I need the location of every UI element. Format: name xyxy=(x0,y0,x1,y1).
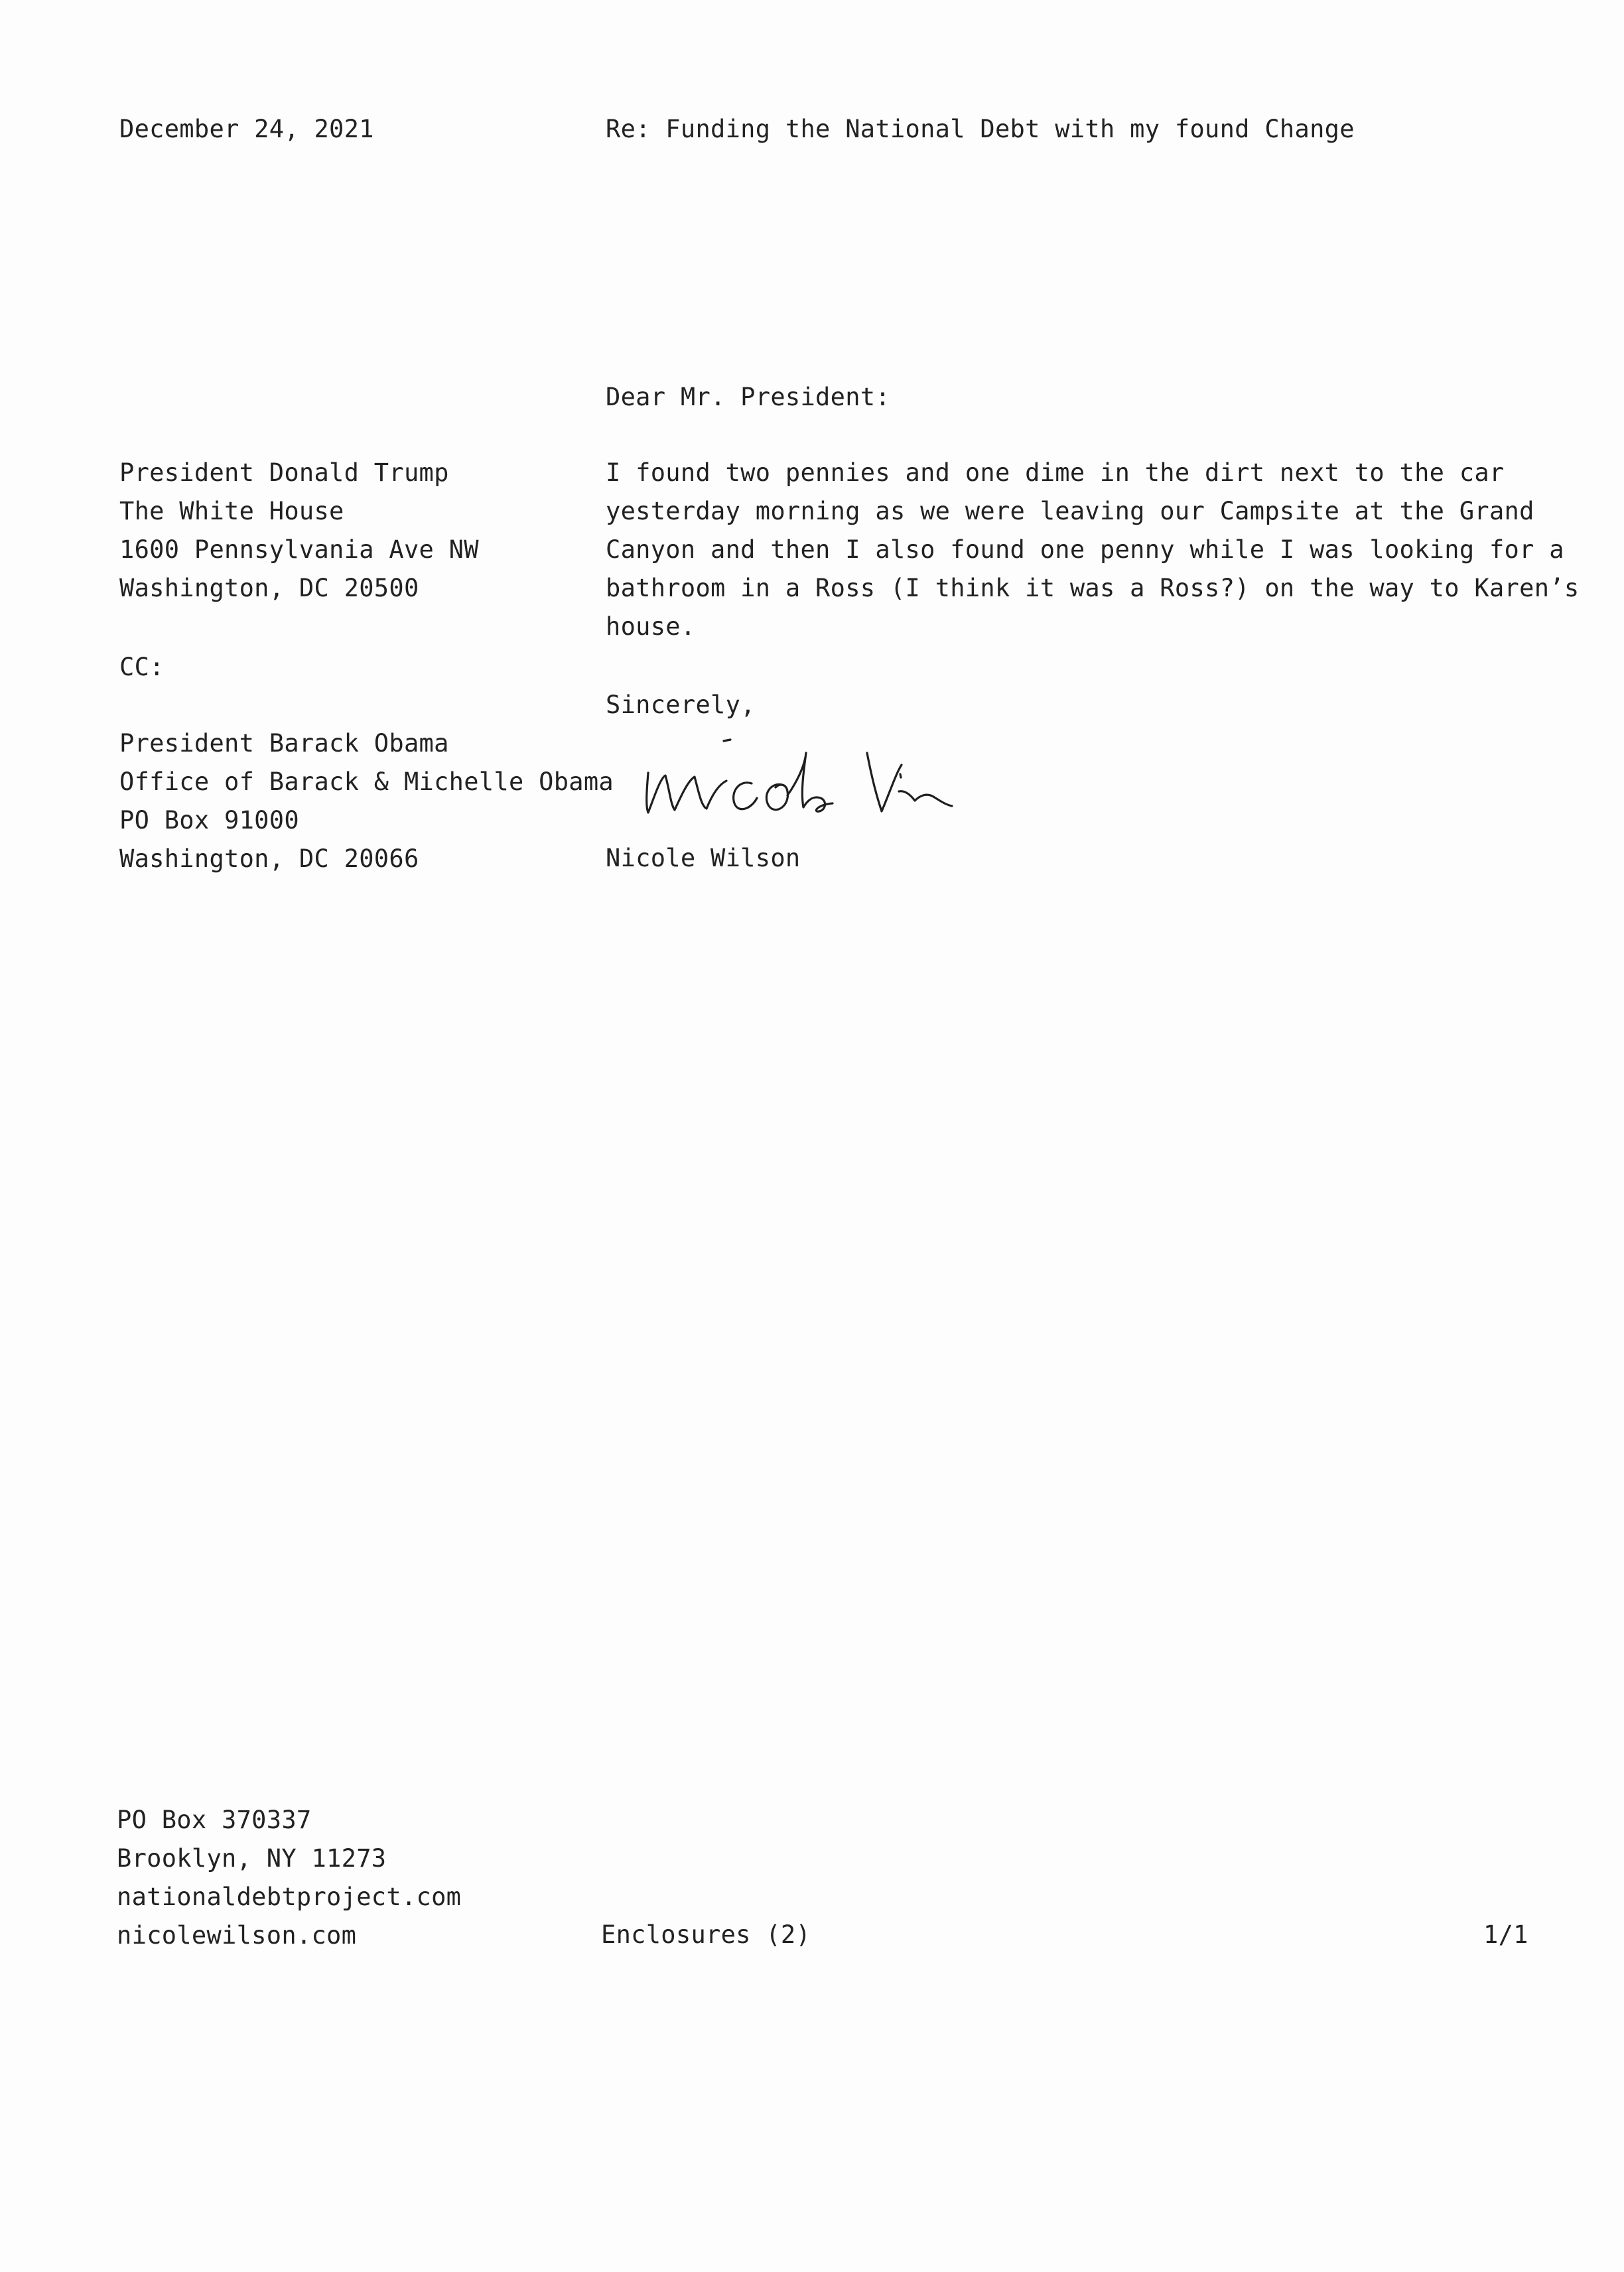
body-line: yesterday morning as we were leaving our Campsite at the Grand xyxy=(606,497,1534,525)
enclosures-note: Enclosures (2) xyxy=(601,1920,811,1949)
recipient-address-line: President Donald Trump xyxy=(119,458,449,487)
recipient-address-line: The White House xyxy=(119,497,344,525)
letter-date: December 24, 2021 xyxy=(119,115,374,143)
cc-recipient-address xyxy=(119,724,614,878)
letter-body xyxy=(606,454,1579,646)
cc-label: CC: xyxy=(119,653,165,681)
recipient-address-line: 1600 Pennsylvania Ave NW xyxy=(119,535,479,564)
cc-address-line: Office of Barack & Michelle Obama xyxy=(119,768,614,796)
letter-subject: Re: Funding the National Debt with my found Change xyxy=(606,115,1355,143)
signer-name: Nicole Wilson xyxy=(606,844,801,872)
recipient-address xyxy=(119,454,479,608)
cc-address-line: PO Box 91000 xyxy=(119,806,299,835)
cc-address-line: Washington, DC 20066 xyxy=(119,844,419,873)
return-address xyxy=(117,1801,461,1955)
recipient-address-line: Washington, DC 20500 xyxy=(119,574,419,602)
return-address-line: PO Box 370337 xyxy=(117,1806,312,1834)
page-number: 1/1 xyxy=(1483,1920,1528,1949)
handwritten-signature xyxy=(634,726,979,833)
body-line: I found two pennies and one dime in the dirt next to the car xyxy=(606,458,1505,487)
cc-address-line: President Barack Obama xyxy=(119,729,449,758)
website-link: nationaldebtproject.com xyxy=(117,1883,462,1911)
body-line: bathroom in a Ross (I think it was a Ross?) on the way to Karen’s xyxy=(606,574,1580,602)
return-address-line: Brooklyn, NY 11273 xyxy=(117,1844,387,1873)
closing: Sincerely, xyxy=(606,691,756,719)
body-line: Canyon and then I also found one penny while I was looking for a xyxy=(606,535,1564,564)
salutation: Dear Mr. President: xyxy=(606,383,890,411)
body-line: house. xyxy=(606,612,696,641)
website-link: nicolewilson.com xyxy=(117,1921,357,1950)
